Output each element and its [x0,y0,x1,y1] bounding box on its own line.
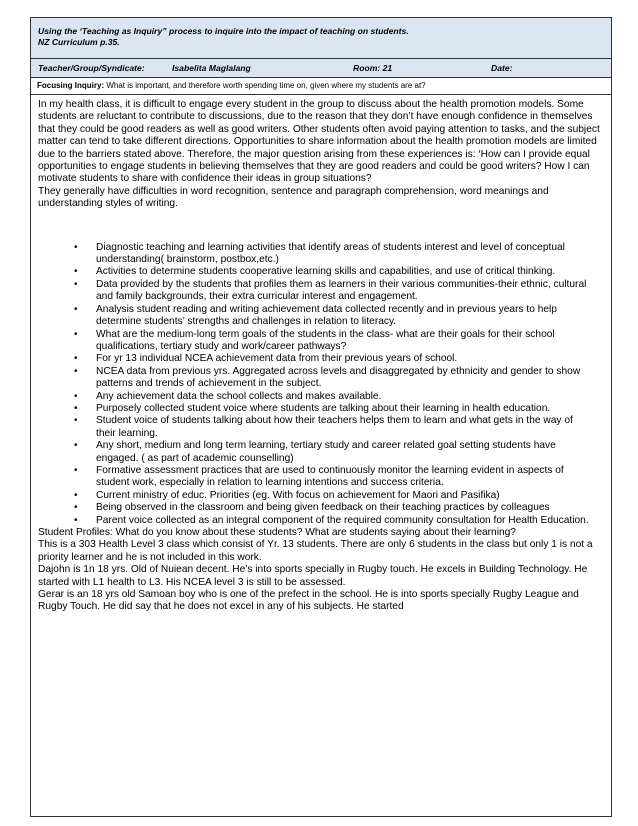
list-item: • Purposely collected student voice where students are talking about their learning in health education. [96,403,604,415]
list-item: • Activities to determine students cooperative learning skills and capabilities, and use of critical thinking. [96,266,604,278]
list-item: • Current ministry of educ. Priorities (eg. With focus on achievement for Maori and Pasifika) [96,490,604,502]
dajohn-profile-paragraph: Dajohn is 1n 18 yrs. Old of Nuiean decent. He’s into sports specially in Rugby touch. He excels in Building Technology. He started with L1 health to L3. His NCEA level 3 is still to be assessed. [38,564,588,588]
list-item: • Data provided by the students that profiles them as learners in their various communities-their ethnic, cultural and family backgrounds, their extra curricular interest and engagement. [96,279,604,304]
list-item: • Analysis student reading and writing achievement data collected recently and in previous years to help determine students’ strengths and challenges in relation to literacy. [96,304,604,329]
header-title: Using the ‘Teaching as Inquiry” process to inquire into the impact of teaching on students. [38,26,409,36]
teacher-name: Isabelita Maglalang [172,63,251,73]
date-label: Date: [491,63,513,73]
list-item: • Diagnostic teaching and learning activities that identify areas of students interest and level of conceptual understanding( brainstorm, postbox,etc.) [96,242,604,267]
focusing-inquiry-row [31,78,611,95]
student-profiles-heading: Student Profiles: What do you know about these students? What are students saying about their learning? [38,527,516,538]
list-item: • NCEA data from previous yrs. Aggregated across levels and disaggregated by ethnicity and gender to show patterns and trends of achievement in the subject. [96,366,604,391]
teacher-label: Teacher/Group/Syndicate: [38,63,145,73]
document-body [31,95,611,614]
intro-paragraph-2: They generally have difficulties in word recognition, sentence and paragraph comprehension, word meanings and understanding styles of writing. [38,185,549,210]
list-item: • Any achievement data the school collects and makes available. [96,391,604,403]
list-item: • What are the medium-long term goals of the students in the class- what are their goals for their school qualifications, tertiary study and work/career pathways? [96,329,604,354]
list-item: • Formative assessment practices that are used to continuously monitor the learning evident in aspects of student work, especially in relation to learning intentions and success criteria. [96,465,604,490]
gerar-profile-paragraph: Gerar is an 18 yrs old Samoan boy who is one of the prefect in the school. He is into sports specially Rugby League and Rugby Touch. He did say that he does not excel in any of his subjects. He started [38,589,579,613]
list-item: • For yr 13 individual NCEA achievement data from their previous years of school. [96,353,604,365]
evidence-list [38,242,604,527]
intro-paragraph: In my health class, it is difficult to engage every student in the group to discuss about the health promotion models. Some students are reluctant to contribute to discussions, due to the reason that they don’t have enough confidence in themselves that they could be good readers as well as good writers. Other students often avoid paying attention to tasks, and the subject matter can tend to take different directions. Opportunities to share information about the health promotion models are limited due to the barriers stated above. Therefore, the major question arising from these experiences is: ‘How can I provide equal opportunities to engage students in believing themselves that they are good readers and could be good writers? How I can motivate students to share with confidence their ideas in group situations? [38,99,600,185]
list-item: • Student voice of students talking about how their teachers helps them to learn and what gets in the way of their learning. [96,415,604,440]
document-header [31,18,611,59]
list-item: • Any short, medium and long term learning, tertiary study and career related goal setting students have engaged. ( as part of academic counselling) [96,440,604,465]
header-curriculum-ref: NZ Curriculum p.35. [38,37,120,47]
room-label: Room: 21 [353,63,393,73]
focusing-inquiry-text: What is important, and therefore worth spending time on, given where my students are at? [106,81,426,90]
class-description-paragraph: This is a 303 Health Level 3 class which consist of Yr. 13 students. There are only 6 students in the class but only 1 is not a priority learner and he is not included in this work. [38,539,593,563]
document-page [30,17,612,817]
focusing-inquiry-label: Focusing Inquiry: [37,81,105,90]
teacher-info-row [31,59,611,78]
list-item: • Parent voice collected as an integral component of the required community consultation for Health Education. [96,515,604,527]
list-item: • Being observed in the classroom and being given feedback on their teaching practices by colleagues [96,502,604,514]
